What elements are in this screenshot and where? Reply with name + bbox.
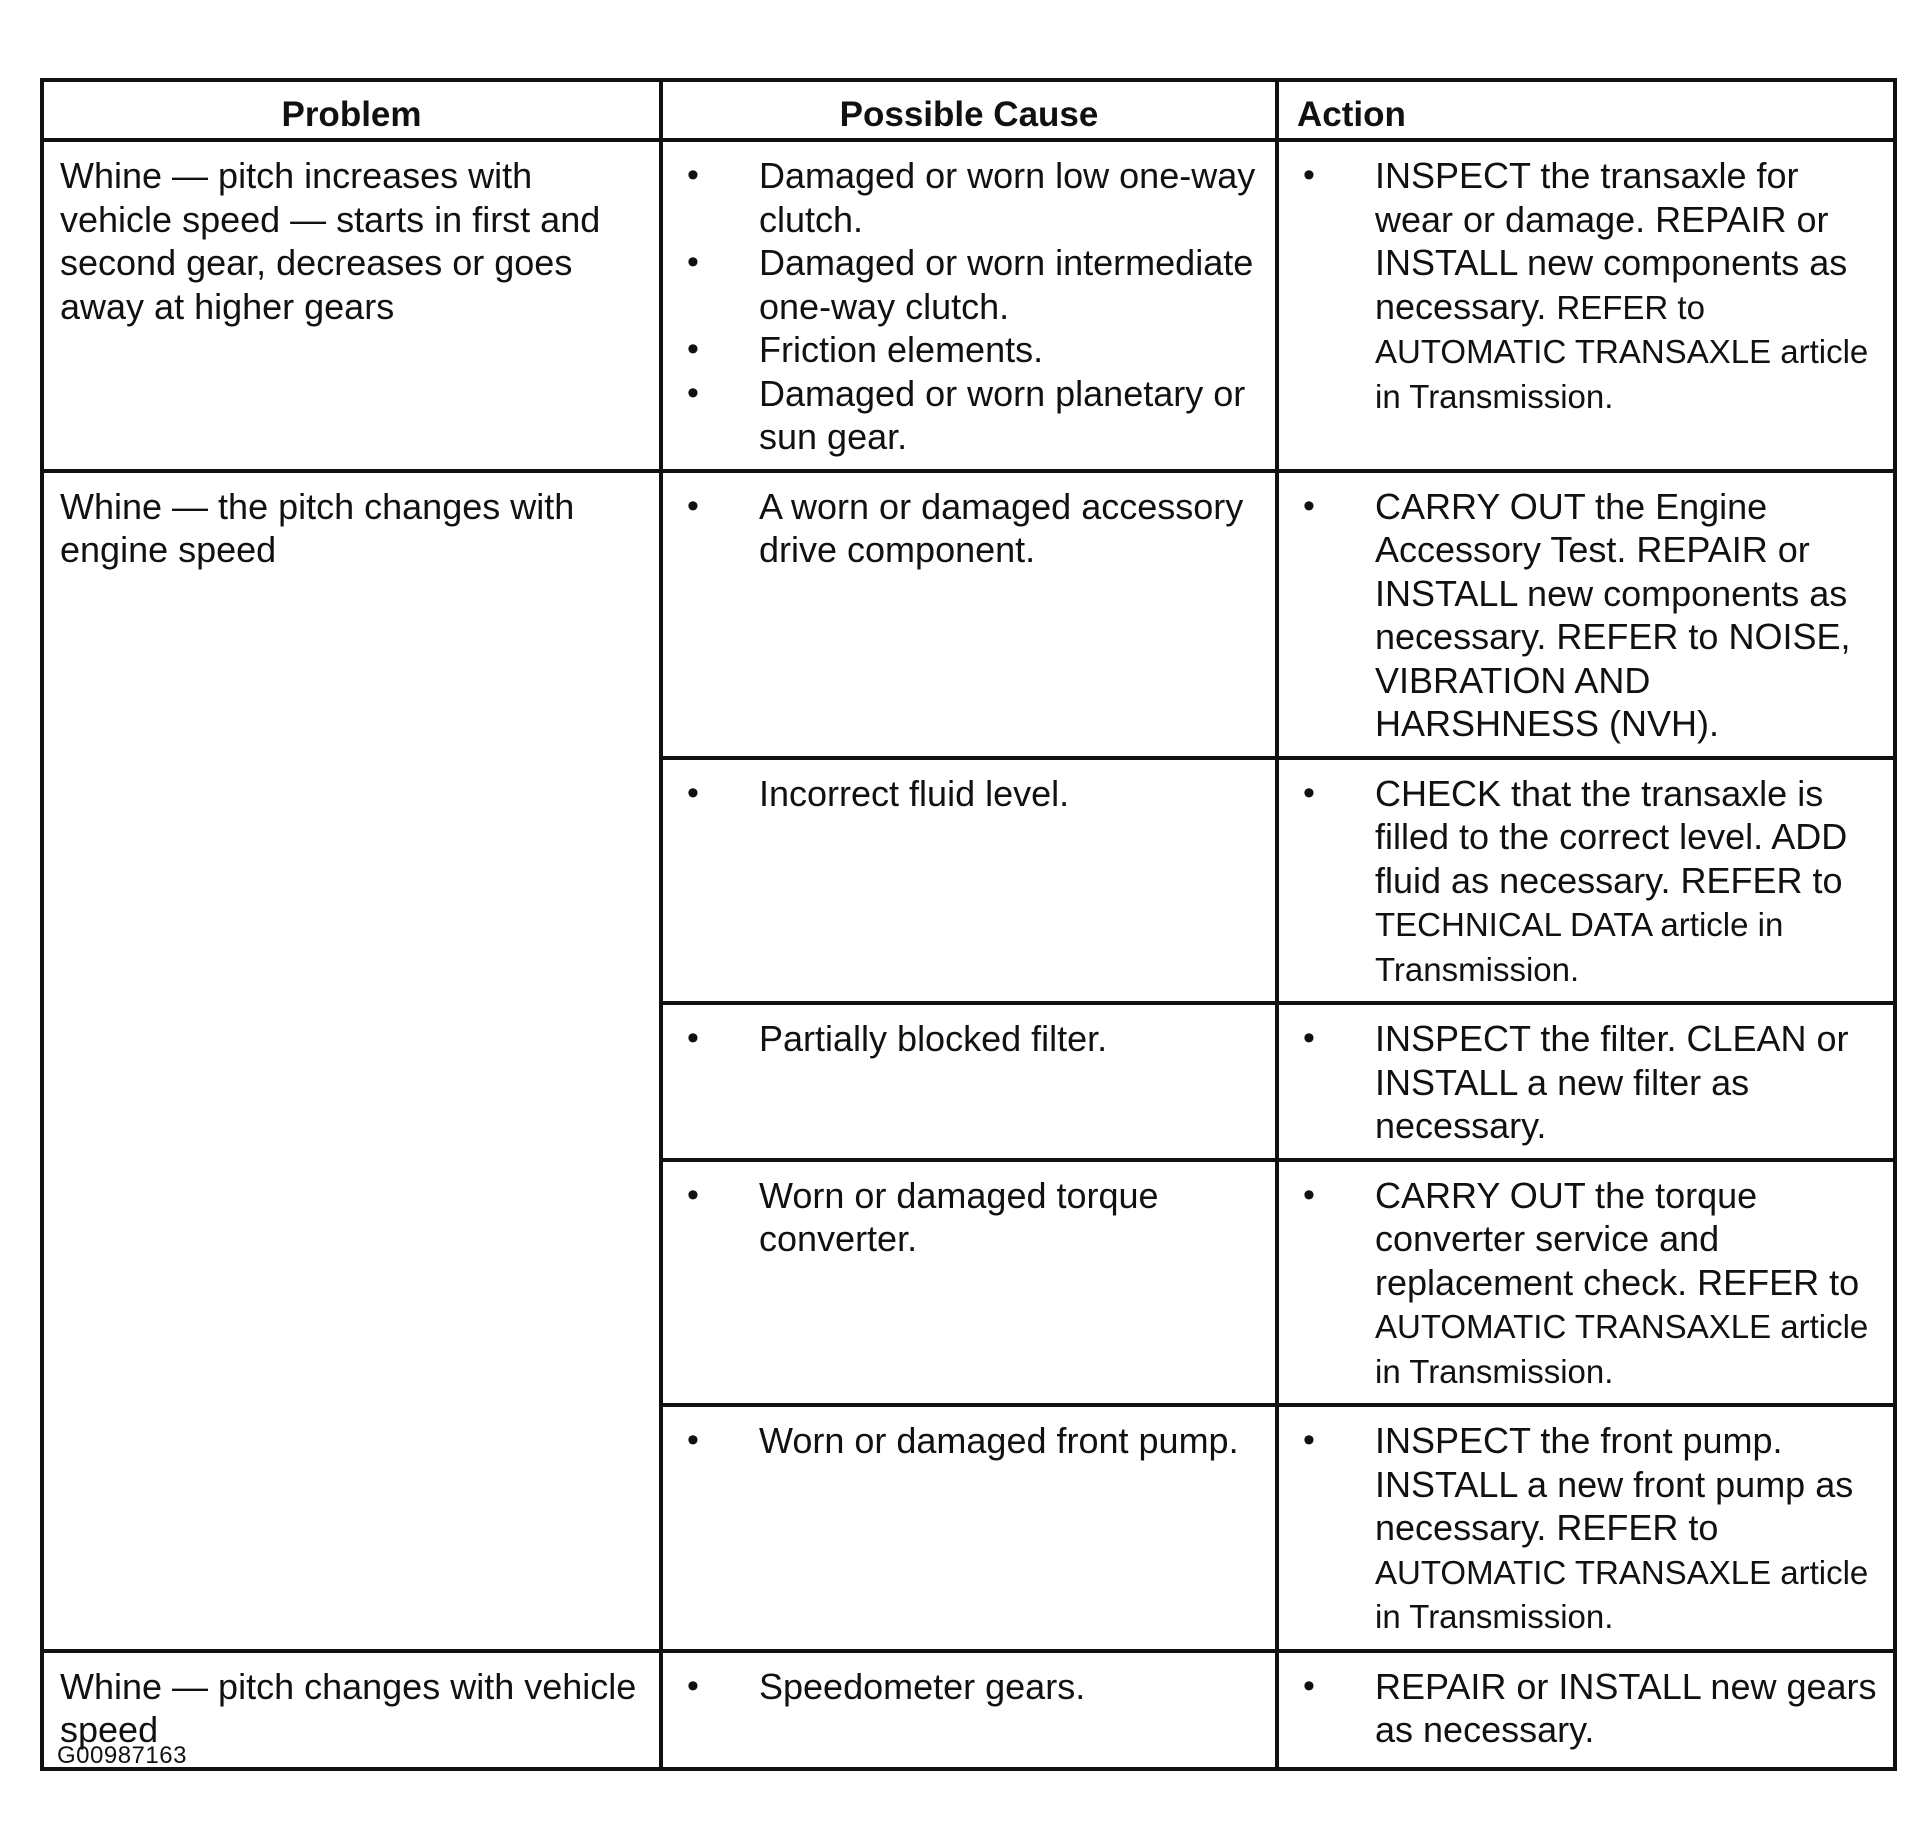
table-row	[42, 471, 1895, 758]
action-reference: TECHNICAL DATA article in Transmission.	[1375, 906, 1784, 988]
cause-item: • Speedometer gears.	[679, 1665, 1259, 1709]
cause-list	[679, 1017, 1259, 1061]
cause-item: • Incorrect fluid level.	[679, 772, 1259, 816]
action-cell	[1277, 140, 1895, 471]
table-row	[42, 140, 1895, 471]
action-item	[1295, 1419, 1877, 1639]
action-cell	[1277, 1651, 1895, 1769]
action-list	[1295, 1665, 1877, 1752]
action-reference: REFER to AUTOMATIC TRANSAXLE article in Transmission.	[1375, 288, 1869, 415]
problem-text: Whine — pitch changes with vehicle speed	[60, 1665, 637, 1750]
action-item	[1295, 485, 1877, 746]
action-list	[1295, 1017, 1877, 1148]
action-text: INSPECT the transaxle for wear or damage. REPAIR or INSTALL new components as necessary.	[1375, 155, 1848, 327]
cause-cell	[661, 140, 1277, 471]
cause-list	[679, 485, 1259, 572]
action-list	[1295, 1174, 1877, 1394]
action-text: CARRY OUT the Engine Accessory Test. REPAIR or INSTALL new components as necessary. REFER to NOISE, VIBRATION AND HARSHNESS (NVH).	[1375, 485, 1851, 744]
action-cell	[1277, 1003, 1895, 1160]
cause-cell	[661, 758, 1277, 1004]
action-text: INSPECT the filter. CLEAN or INSTALL a new filter as necessary.	[1375, 1018, 1849, 1146]
cause-item: • Damaged or worn low one-way clutch.	[679, 154, 1259, 241]
problem-text: Whine — pitch increases with vehicle speed — starts in first and second gear, decreases or goes away at higher gears	[60, 155, 601, 327]
cause-cell	[661, 1003, 1277, 1160]
cause-item: • Worn or damaged torque converter.	[679, 1174, 1259, 1261]
cause-list	[679, 772, 1259, 816]
cause-item: • Worn or damaged front pump.	[679, 1419, 1259, 1463]
figure-id: G00987163	[57, 1742, 187, 1769]
cause-item: • Friction elements.	[679, 328, 1259, 372]
action-cell	[1277, 471, 1895, 758]
header-possible-cause: Possible Cause	[661, 80, 1277, 140]
cause-cell	[661, 1405, 1277, 1651]
action-reference: AUTOMATIC TRANSAXLE article in Transmission.	[1375, 1553, 1869, 1635]
action-list	[1295, 154, 1877, 418]
diagnosis-table	[40, 78, 1897, 1771]
header-problem: Problem	[42, 80, 661, 140]
action-list	[1295, 772, 1877, 992]
cause-list	[679, 1174, 1259, 1261]
cause-cell	[661, 1160, 1277, 1406]
action-cell	[1277, 1405, 1895, 1651]
action-text: CARRY OUT the torque converter service and replacement check. REFER to	[1375, 1174, 1860, 1303]
cause-cell	[661, 471, 1277, 758]
cause-list	[679, 1665, 1259, 1709]
action-cell	[1277, 1160, 1895, 1406]
action-text: INSPECT the front pump. INSTALL a new front pump as necessary. REFER to	[1375, 1420, 1854, 1548]
problem-text: Whine — the pitch changes with engine speed	[60, 485, 575, 570]
action-cell	[1277, 758, 1895, 1004]
action-reference: AUTOMATIC TRANSAXLE article in Transmission.	[1375, 1308, 1869, 1390]
cause-list	[679, 154, 1259, 459]
action-list	[1295, 485, 1877, 746]
cause-item: • Damaged or worn intermediate one-way clutch.	[679, 241, 1259, 328]
header-action: Action	[1277, 80, 1895, 140]
cause-item: • Partially blocked filter.	[679, 1017, 1259, 1061]
action-item	[1295, 1174, 1877, 1394]
action-item	[1295, 154, 1877, 418]
cause-cell	[661, 1651, 1277, 1769]
table-row	[42, 1651, 1895, 1769]
action-text: REPAIR or INSTALL new gears as necessary.	[1375, 1665, 1877, 1750]
header-row	[42, 80, 1895, 140]
action-item	[1295, 772, 1877, 992]
problem-cell	[42, 471, 661, 1651]
action-text: CHECK that the transaxle is filled to the correct level. ADD fluid as necessary. REFER to	[1375, 772, 1848, 901]
cause-item: • Damaged or worn planetary or sun gear.	[679, 372, 1259, 459]
action-item	[1295, 1017, 1877, 1148]
cause-item: • A worn or damaged accessory drive component.	[679, 485, 1259, 572]
problem-cell	[42, 140, 661, 471]
cause-list	[679, 1419, 1259, 1463]
action-item	[1295, 1665, 1877, 1752]
action-list	[1295, 1419, 1877, 1639]
